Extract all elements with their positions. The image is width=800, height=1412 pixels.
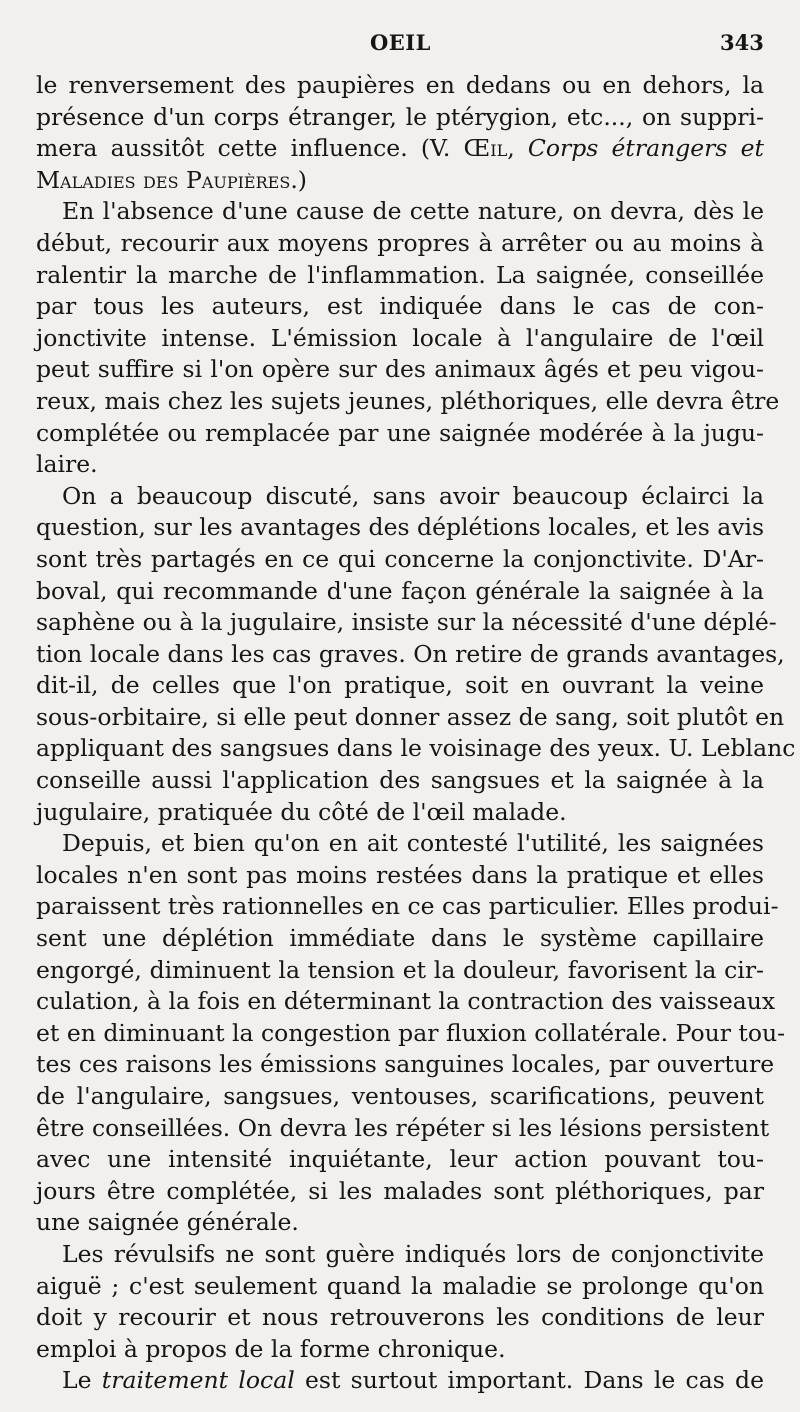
text-line [36,512,764,544]
text-segment: jours être complétée, si les malades sont pléthoriques, par [36,1176,764,1205]
text-line [36,102,764,134]
text-segment: avec une intensité inquiétante, leur action pouvant tou- [36,1145,764,1174]
text-line [36,1334,764,1366]
text-line [36,1207,764,1239]
text-line [36,1239,764,1271]
text-line [36,228,764,260]
text-line [36,1113,770,1145]
text-line [36,1365,764,1397]
page-number: 343 [720,30,764,55]
text-line [36,702,785,734]
text-line [36,133,764,165]
text-segment: engorgé, diminuent la tension et la douleur, favorisent la cir- [36,955,764,984]
text-segment: et en diminuant la congestion par fluxion collatérale. Pour tou- [36,1018,786,1047]
text-line [36,670,764,702]
text-line [36,1176,764,1208]
text-line [36,449,764,481]
text-segment: sont très partagés en ce qui concerne la conjonctivite. D'Ar- [36,544,764,573]
page-header [0,30,800,60]
text-segment: question, sur les avantages des déplétions locales, et les avis [36,513,765,542]
text-line [36,891,779,923]
text-segment: de l'angulaire, sangsues, ventouses, scarifications, peuvent [36,1082,764,1110]
text-segment: On a beaucoup discuté, sans avoir beaucoup éclairci la [62,481,764,510]
text-segment: dit-il, de celles que l'on pratique, soit en ouvrant la veine [36,671,764,700]
text-segment: culation, à la fois en déterminant la contraction des vaisseaux [36,987,776,1016]
text-segment: est surtout important. Dans le cas de [294,1366,764,1395]
text-segment: jonctivite intense. L'émission locale à l'angulaire de l'œil [36,323,764,352]
text-segment: complétée ou remplacée par une saignée modérée à la jugu- [36,418,764,447]
text-segment: une saignée générale. [36,1208,299,1237]
text-line [36,639,785,671]
text-segment: sous-orbitaire, si elle peut donner assez de sang, soit plutôt en [36,702,785,731]
text-line [36,1081,764,1113]
text-line [36,733,796,765]
italic-text: traitement local [101,1366,295,1395]
text-line [36,354,764,386]
text-line [36,1018,786,1050]
paragraph [36,828,786,1239]
text-line [36,196,764,228]
text-segment: par tous les auteurs, est indiquée dans le cas de con- [36,292,764,321]
text-segment: Depuis, et bien qu'on en ait contesté l'utilité, les saignées [62,829,764,858]
text-line [36,1049,775,1081]
text-segment: Le [62,1366,102,1395]
text-segment: début, recourir aux moyens propres à arrêter ou au moins à [36,228,764,257]
text-line [36,955,764,987]
text-segment: laire. [36,450,98,479]
text-segment: mera aussitôt cette influence. (V. [36,134,464,163]
text-line [36,386,780,418]
text-line [36,1144,764,1176]
paragraph [36,196,780,480]
text-segment: Les révulsifs ne sont guère indiqués lors de conjonctivite [62,1239,764,1268]
text-line [36,765,764,797]
text-line [36,797,764,829]
text-line [36,1271,764,1303]
running-head: OEIL [370,30,431,55]
paragraph [36,70,764,196]
text-line [36,828,764,860]
body-text [36,70,796,1397]
text-segment: être conseillées. On devra les répéter si les lésions persistent [36,1113,770,1142]
text-segment: .) [290,165,307,194]
text-line [36,986,776,1018]
text-segment: peut suffire si l'on opère sur des animaux âgés et peu vigou- [36,355,764,384]
text-line [36,607,777,639]
text-line [36,481,764,513]
text-line [36,165,764,197]
text-line [36,418,764,450]
text-segment: ralentir la marche de l'inflammation. La saignée, conseillée [36,260,764,289]
paragraph [36,1239,764,1365]
paragraph [36,1365,764,1397]
text-line [36,923,764,955]
text-line [36,260,764,292]
text-segment: reux, mais chez les sujets jeunes, pléthoriques, elle devra être [36,386,780,415]
text-line [36,576,764,608]
text-line [36,860,764,892]
text-line [36,291,764,323]
small-caps-text: Maladies des Paupières [36,165,291,194]
text-segment: boval, qui recommande d'une façon générale la saignée à la [36,576,764,605]
text-segment: , [507,134,528,163]
text-segment: jugulaire, pratiquée du côté de l'œil malade. [36,797,567,826]
italic-text: Corps étrangers et [527,134,764,163]
text-segment: emploi à propos de la forme chronique. [36,1334,506,1363]
text-segment: tion locale dans les cas graves. On retire de grands avantages, [36,639,785,668]
text-segment: locales n'en sont pas moins restées dans la pratique et elles [36,860,764,889]
text-line [36,544,764,576]
text-segment: tes ces raisons les émissions sanguines locales, par ouverture [36,1050,775,1079]
text-segment: conseille aussi l'application des sangsues et la saignée à la [36,766,764,795]
text-segment: doit y recourir et nous retrouverons les conditions de leur [36,1303,764,1332]
text-segment: sent une déplétion immédiate dans le système capillaire [36,924,764,953]
text-segment: le renversement des paupières en dedans ou en dehors, la [36,71,764,99]
text-line [36,323,764,355]
text-line [36,1302,764,1334]
text-segment: présence d'un corps étranger, le ptérygion, etc..., on suppri- [36,102,764,131]
text-segment: appliquant des sangsues dans le voisinage des yeux. U. Leblanc [36,734,796,763]
text-line [36,70,764,102]
text-segment: saphène ou à la jugulaire, insiste sur la nécessité d'une déplé- [36,608,777,637]
text-segment: paraissent très rationnelles en ce cas particulier. Elles produi- [36,892,779,921]
text-segment: aiguë ; c'est seulement quand la maladie se prolonge qu'on [36,1271,764,1300]
text-segment: En l'absence d'une cause de cette nature, on devra, dès le [62,197,764,226]
small-caps-text: Œil [463,134,508,163]
paragraph [36,481,796,829]
